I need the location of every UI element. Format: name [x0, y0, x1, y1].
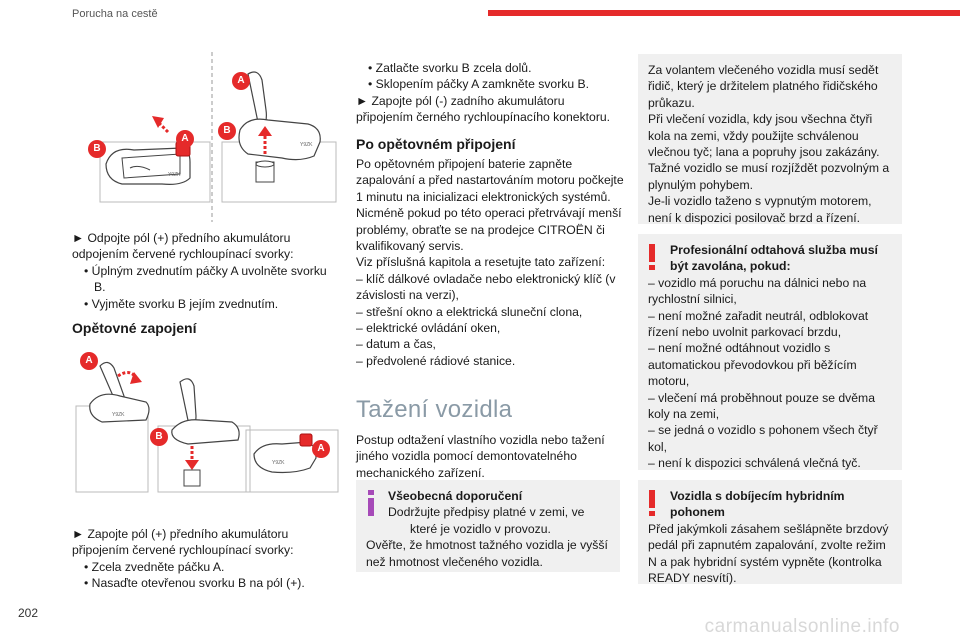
bullet-press-clamp: • Zatlačte svorku B zcela dolů.	[368, 61, 532, 75]
step-connect-rear: ► Zapojte pól (-) zadního akumulátoru připojením černého rychloupínacího konektoru.	[356, 93, 611, 125]
paragraph-wait: Po opětovném připojení baterie zapněte zapalování a před nastartováním motoru počkejte 1 minutu na inicializaci elektronických systémů.	[356, 157, 624, 204]
warning-box-hybrid	[638, 480, 902, 584]
page-number: 202	[18, 606, 39, 620]
paragraph-driver: Za volantem vlečeného vozidla musí sedět řidič, který je držitelem platného řidičského průkazu.	[648, 63, 879, 110]
info-icon	[366, 490, 376, 520]
list-item: – není možné odtáhnout vozidlo s automatickou převodovkou při běžícím motoru,	[648, 341, 857, 389]
list-item: – se jedná o vozidlo s pohonem všech čtyř kol,	[648, 423, 878, 454]
watermark-text: carmanualsonline.info	[704, 616, 900, 637]
page-header-title: Porucha na cestě	[72, 8, 158, 20]
svg-text:Y9ZK: Y9ZK	[300, 142, 313, 148]
bullet-raise-lever: • Zcela zvedněte páčku A.	[84, 559, 225, 574]
paragraph-engine-off: Je-li vozidlo taženo s vypnutým motorem, není k dispozici posilovač brzd a řízení.	[648, 194, 872, 225]
warning-icon	[648, 244, 656, 274]
list-item: – vozidlo má poruchu na dálnici nebo na rychlostní silnici,	[648, 275, 867, 307]
battery-disconnect-illustration	[72, 46, 340, 222]
reconnection-heading: Opětovné zapojení	[72, 320, 197, 336]
list-item: – není možné zařadit neutrál, odblokovat řízení nebo uvolnit parkovací brzdu,	[648, 308, 869, 340]
after-reconnection-heading: Po opětovném připojení	[356, 136, 516, 152]
battery-reconnect-illustration	[72, 346, 340, 496]
info-box-text: Dodržujte předpisy platné v zemi, ve které je vozidlo v provozu.	[388, 505, 585, 536]
warning-icon	[648, 490, 656, 520]
label-a-badge: A	[80, 352, 98, 370]
info-box-title: Všeobecná doporučení	[388, 489, 523, 503]
warning-title: Vozidla s dobíjecím hybridním pohonem	[670, 489, 845, 520]
list-item: – klíč dálkové ovladače nebo elektronický klíč (v závislosti na verzi),	[356, 271, 616, 303]
bullet-lock-clamp: • Sklopením páčky A zamkněte svorku B.	[368, 77, 590, 92]
after-reconnection-text	[356, 156, 624, 369]
label-a-badge: A	[232, 72, 250, 90]
label-b-badge: B	[150, 428, 168, 446]
list-item: – střešní okno a elektrická sluneční clona,	[356, 304, 583, 319]
warning-box-professional	[638, 234, 902, 470]
list-item: – předvolené rádiové stanice.	[356, 353, 516, 368]
warning-title: Profesionální odtahová služba musí být zavolána, pokud:	[670, 243, 878, 274]
reconnect-continued	[356, 60, 624, 126]
bullet-remove-clamp: • Vyjměte svorku B jejím zvednutím.	[84, 296, 279, 311]
reconnect-instructions	[72, 526, 340, 592]
info-box-text: Ověřte, že hmotnost tažného vozidla je vyšší než hmotnost vlečeného vozidla.	[366, 538, 608, 569]
info-box-general	[356, 480, 620, 572]
header-accent-bar	[488, 10, 960, 16]
paragraph-tow-bar: Při vlečení vozidla, kdy jsou všechna čtyři kola na zemi, vždy použijte schválenou vlečnou tyč; lana a popruhy jsou zakázány.	[648, 112, 880, 160]
paragraph-contact-dealer: Nicméně pokud po této operaci přetrvávají menší problémy, obraťte se na prodejce CITROËN či kvalifikovaný servis.	[356, 206, 622, 254]
paragraph-smooth-start: Tažné vozidlo se musí rozjíždět pozvolným a plynulým pohybem.	[648, 161, 890, 192]
svg-text:Y9ZK: Y9ZK	[168, 172, 181, 178]
list-item: – datum a čas,	[356, 337, 436, 352]
list-item: – není k dispozici schválená vlečná tyč.	[648, 456, 861, 471]
disconnect-instructions	[72, 230, 340, 312]
label-a-badge: A	[312, 440, 330, 458]
step-disconnect-front: ► Odpojte pól (+) předního akumulátoru odpojením červené rychloupínací svorky:	[72, 231, 294, 262]
svg-text:Y9ZK: Y9ZK	[272, 460, 285, 466]
list-item: – elektrické ovládání oken,	[356, 321, 501, 336]
paragraph-towing-intro: Postup odtažení vlastního vozidla nebo tažení jiného vozidla pomocí demontovatelného mechanického zařízení.	[356, 433, 605, 480]
bullet-fit-clamp: • Nasaďte otevřenou svorku B na pól (+).	[84, 576, 305, 591]
paragraph-hybrid: Před jakýmkoli zásahem sešlápněte brzdový pedál při zapnutém zapalování, zvolte režim N a pak hybridní systém vypněte (kontrolka READY nesvítí).	[648, 521, 889, 586]
towing-intro	[356, 432, 624, 481]
towing-heading: Tažení vozidla	[356, 396, 513, 423]
label-b-badge: B	[218, 122, 236, 140]
label-b-badge: B	[88, 140, 106, 158]
label-a-badge: A	[176, 130, 194, 148]
paragraph-reset: Viz příslušná kapitola a resetujte tato zařízení:	[356, 255, 606, 270]
bullet-lift-lever: • Úplným zvednutím páčky A uvolněte svorku B.	[84, 263, 327, 295]
svg-text:Y9ZK: Y9ZK	[112, 412, 125, 418]
towing-rules-box	[638, 54, 902, 224]
list-item: – vlečení má proběhnout pouze se dvěma koly na zemi,	[648, 390, 875, 422]
step-connect-front: ► Zapojte pól (+) předního akumulátoru připojením červené rychloupínací svorky:	[72, 527, 294, 558]
